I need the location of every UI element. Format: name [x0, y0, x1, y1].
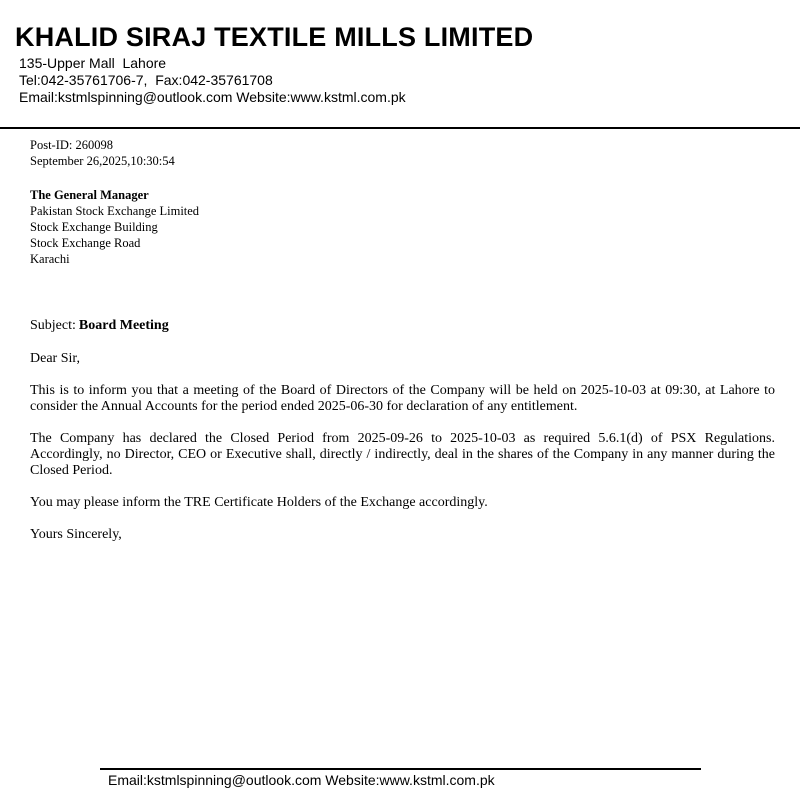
- recipient-city: Karachi: [30, 252, 70, 266]
- recipient-road: Stock Exchange Road: [30, 236, 141, 250]
- header-divider: [0, 127, 800, 129]
- recipient-building: Stock Exchange Building: [30, 220, 158, 234]
- subject-line: [30, 318, 169, 334]
- paragraph-meeting-notice: This is to inform you that a meeting of the Board of Directors of the Company will be held on 2025-10-03 at 09:30, at Lahore to consider the Annual Accounts for the period ended 2025-06-30 for declaration of any entitlement.: [30, 383, 775, 414]
- paragraph-inform-holders: You may please inform the TRE Certificate Holders of the Exchange accordingly.: [30, 495, 488, 510]
- closing: Yours Sincerely,: [30, 527, 122, 542]
- company-address: 135-Upper Mall Lahore: [19, 55, 167, 71]
- post-date: September 26,2025,10:30:54: [30, 154, 175, 168]
- company-phone-fax: Tel:042-35761706-7, Fax:042-35761708: [19, 72, 273, 88]
- company-name: KHALID SIRAJ TEXTILE MILLS LIMITED: [15, 22, 534, 52]
- salutation: Dear Sir,: [30, 351, 80, 366]
- subject-label: Subject:: [30, 318, 76, 333]
- paragraph-closed-period: The Company has declared the Closed Period from 2025-09-26 to 2025-10-03 as required 5.6.1(d) of PSX Regulations. Accordingly, no Director, CEO or Executive shall, directly / indirectly, deal in the shares of the Company in any manner during the Closed Period.: [30, 431, 775, 478]
- company-email-website: Email:kstmlspinning@outlook.com Website:www.kstml.com.pk: [19, 89, 406, 105]
- recipient-title: The General Manager: [30, 188, 149, 202]
- recipient-organization: Pakistan Stock Exchange Limited: [30, 204, 200, 218]
- subject-value: Board Meeting: [78, 318, 169, 333]
- footer-email-website: Email:kstmlspinning@outlook.com Website:www.kstml.com.pk: [108, 772, 495, 788]
- post-id: Post-ID: 260098: [30, 138, 113, 152]
- footer-divider: [100, 768, 701, 770]
